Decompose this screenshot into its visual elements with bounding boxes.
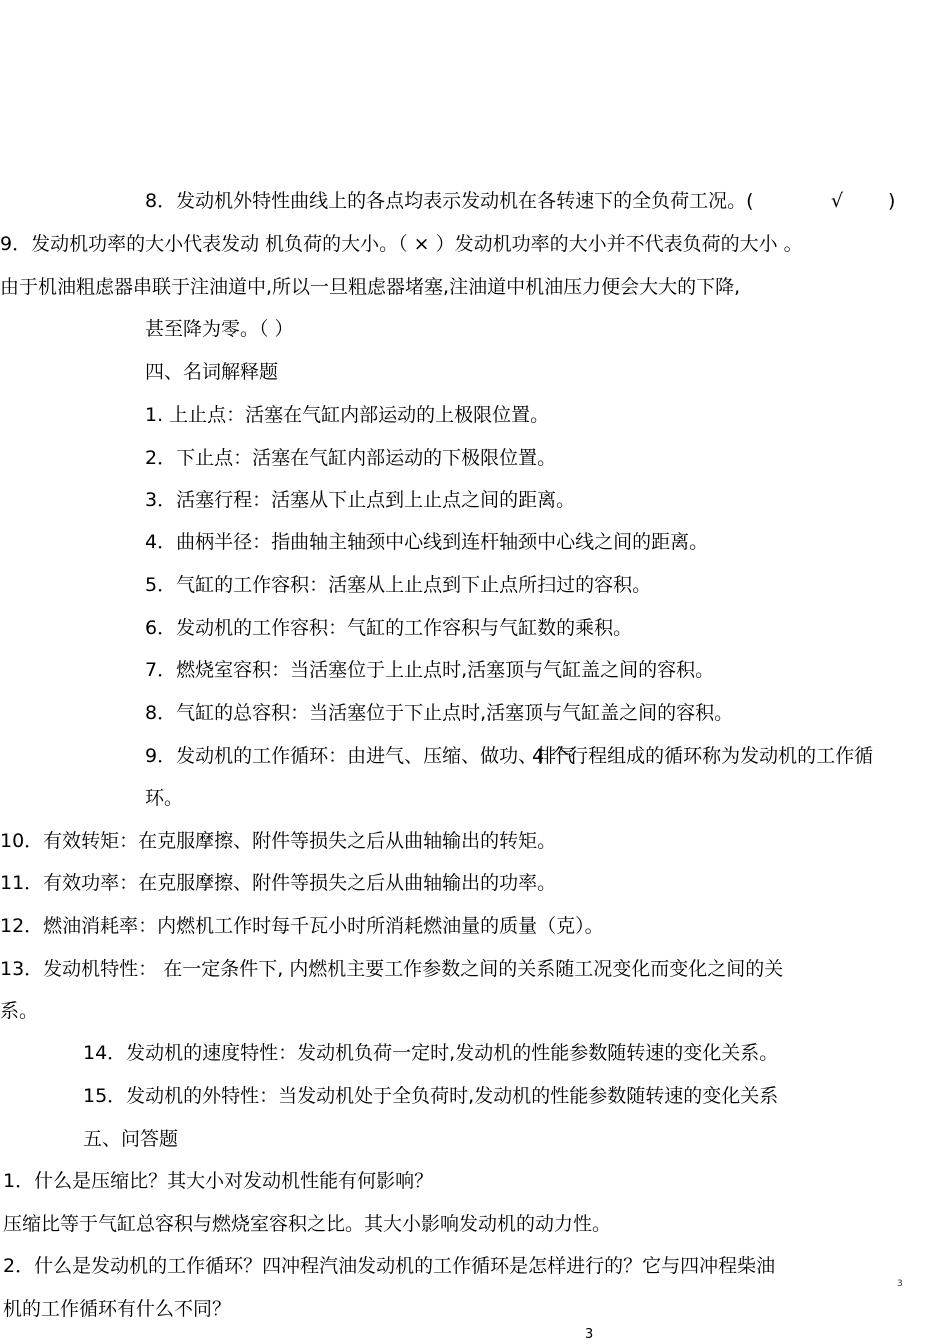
definition-item-5: 5．气缸的工作容积：活塞从上止点到下止点所扫过的容积。 — [145, 574, 652, 596]
definition-item-9-overlap: 4 个行程组成的循环称为发动机的工作循 — [532, 745, 874, 767]
definition-item-13: 13．发动机特性： 在一定条件下, 内燃机主要工作参数之间的关系随工况变化而变化之间的关 — [0, 958, 784, 980]
definition-item-2: 2．下止点：活塞在气缸内部运动的下极限位置。 — [145, 447, 557, 469]
definition-item-7: 7．燃烧室容积：当活塞位于上止点时,活塞顶与气缸盖之间的容积。 — [145, 659, 715, 681]
judgment-item-10-cont: 甚至降为零。（ ） — [145, 318, 294, 340]
judgment-item-8: 8．发动机外特性曲线上的各点均表示发动机在各转速下的全负荷工况。( — [145, 190, 754, 212]
definition-item-8: 8．气缸的总容积：当活塞位于下止点时,活塞顶与气缸盖之间的容积。 — [145, 702, 734, 724]
judgment-item-9: 9．发动机功率的大小代表发动 机负荷的大小。（ × ）发动机功率的大小并不代表负荷的大小 。 — [0, 233, 803, 255]
question-item-1: 1．什么是压缩比？其大小对发动机性能有何影响？ — [3, 1170, 434, 1192]
definition-item-13-cont: 系。 — [0, 1000, 39, 1022]
definition-item-4: 4．曲柄半径：指曲轴主轴颈中心线到连杆轴颈中心线之间的距离。 — [145, 531, 709, 553]
definition-item-15: 15．发动机的外特性：当发动机处于全负荷时,发动机的性能参数随转速的变化关系 — [83, 1085, 779, 1107]
question-item-2-cont: 机的工作循环有什么不同？ — [3, 1298, 232, 1320]
definition-item-3: 3．活塞行程：活塞从下止点到上止点之间的距离。 — [145, 489, 576, 511]
definition-item-10: 10．有效转矩：在克服摩擦、附件等损失之后从曲轴输出的转矩。 — [0, 830, 557, 852]
definition-item-6: 6．发动机的工作容积：气缸的工作容积与气缸数的乘积。 — [145, 617, 633, 639]
definition-item-9: 9．发动机的工作循环：由进气、压缩、做功、排气 — [145, 745, 576, 767]
margin-page-mark: 3 — [897, 1279, 903, 1289]
question-item-2: 2．什么是发动机的工作循环？四冲程汽油发动机的工作循环是怎样进行的？它与四冲程柴油 — [3, 1255, 776, 1277]
definition-item-12: 12．燃油消耗率：内燃机工作时每千瓦小时所消耗燃油量的质量（克）。 — [0, 915, 604, 937]
definition-item-1: 1. 上止点：活塞在气缸内部运动的上极限位置。 — [145, 404, 550, 426]
section-heading-questions: 五、问答题 — [83, 1128, 179, 1150]
judgment-item-8-close-paren: ) — [888, 190, 896, 212]
answer-item-1: 压缩比等于气缸总容积与燃烧室容积之比。其大小影响发动机的动力性。 — [3, 1213, 612, 1235]
definition-item-11: 11．有效功率：在克服摩擦、附件等损失之后从曲轴输出的功率。 — [0, 872, 557, 894]
page-number: 3 — [585, 1327, 594, 1342]
judgment-item-10: 由于机油粗虑器串联于注油道中,所以一旦粗虑器堵塞,注油道中机油压力便会大大的下降, — [0, 276, 741, 298]
definition-item-9-cont: 环。 — [145, 787, 184, 809]
definition-item-14: 14．发动机的速度特性：发动机负荷一定时,发动机的性能参数随转速的变化关系。 — [83, 1042, 779, 1064]
section-heading-definitions: 四、名词解释题 — [145, 361, 279, 383]
check-mark-answer: √ — [831, 190, 844, 212]
